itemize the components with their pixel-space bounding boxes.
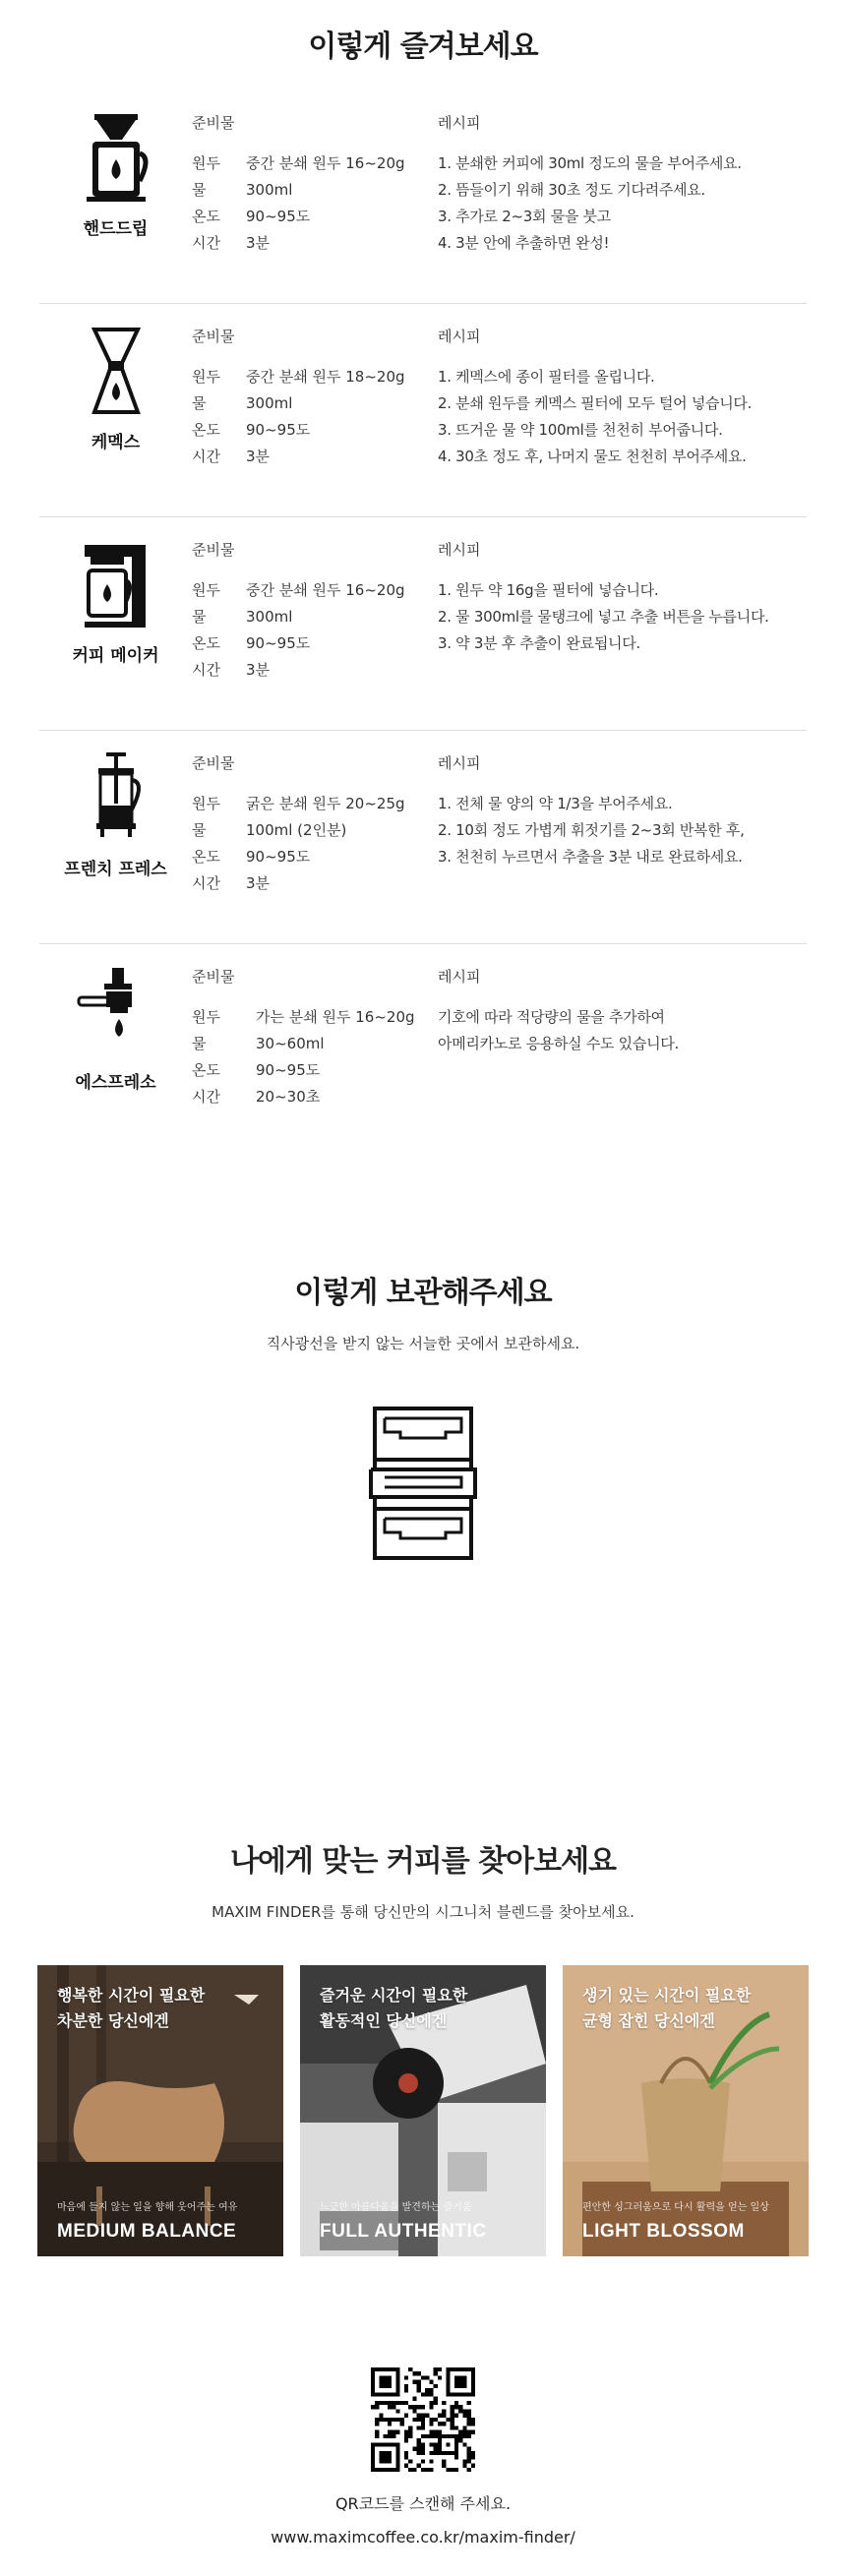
prep-column bbox=[192, 731, 438, 943]
brew-method-espresso bbox=[39, 944, 807, 1158]
finder-subtitle: MAXIM FINDER를 통해 당신만의 시그니처 블렌드를 찾아보세요. bbox=[212, 1903, 634, 1921]
recipe-step: 3. 약 3분 후 추출이 완료됩니다. bbox=[438, 634, 640, 652]
prep-header: 준비물 bbox=[192, 328, 235, 345]
brew-method-list bbox=[39, 90, 807, 1158]
prep-row bbox=[192, 444, 438, 470]
prep-row bbox=[192, 390, 438, 417]
recipe-step: 기호에 따라 적당량의 물을 추가하여 bbox=[438, 1008, 665, 1026]
prep-key: 물 bbox=[192, 181, 207, 199]
prep-key: 물 bbox=[192, 821, 207, 839]
card-line1: 즐거운 시간이 필요한 bbox=[320, 1986, 468, 2005]
card-line2: 활동적인 당신에겐 bbox=[320, 2011, 448, 2030]
prep-value: 30~60ml bbox=[256, 1035, 325, 1052]
prep-key: 시간 bbox=[192, 448, 220, 465]
storage-title: 이렇게 보관해주세요 bbox=[294, 1276, 552, 1310]
recipe-step: 1. 전체 물 양의 약 1/3을 부어주세요. bbox=[438, 795, 673, 812]
finder-url-link[interactable]: www.maximcoffee.co.kr/maxim-finder/ bbox=[271, 2528, 575, 2546]
prep-row bbox=[192, 657, 438, 684]
prep-row bbox=[192, 1004, 438, 1031]
prep-header: 준비물 bbox=[192, 114, 235, 132]
method-name: 프렌치 프레스 bbox=[64, 860, 167, 879]
prep-value: 300ml bbox=[246, 181, 293, 199]
prep-key: 물 bbox=[192, 1035, 207, 1052]
prep-key: 원두 bbox=[192, 154, 220, 172]
blend-card-medium-balance[interactable] bbox=[37, 1965, 283, 2256]
prep-row bbox=[192, 817, 438, 844]
recipe-step: 3. 추가로 2~3회 물을 붓고 bbox=[438, 208, 611, 225]
prep-column bbox=[192, 517, 438, 730]
prep-row bbox=[192, 1031, 438, 1057]
recipe-step: 1. 분쇄한 커피에 30ml 정도의 물을 부어주세요. bbox=[438, 154, 742, 172]
espresso-icon bbox=[77, 964, 155, 1062]
card-blend-name: LIGHT BLOSSOM bbox=[582, 2221, 745, 2242]
prep-row bbox=[192, 150, 438, 177]
prep-row bbox=[192, 230, 438, 257]
qr-code-icon[interactable] bbox=[371, 2367, 475, 2472]
prep-value: 100ml (2인분) bbox=[246, 821, 347, 839]
card-line2: 차분한 당신에겐 bbox=[57, 2011, 169, 2030]
coffee-maker-icon bbox=[77, 537, 155, 635]
prep-key: 원두 bbox=[192, 368, 220, 386]
prep-row bbox=[192, 364, 438, 390]
french-press-icon bbox=[77, 750, 155, 849]
prep-value: 3분 bbox=[246, 234, 271, 252]
brew-method-coffee-maker bbox=[39, 517, 807, 731]
prep-column bbox=[192, 304, 438, 516]
prep-value: 중간 분쇄 원두 16~20g bbox=[246, 154, 405, 172]
recipe-step: 4. 3분 안에 추출하면 완성! bbox=[438, 234, 610, 252]
prep-row bbox=[192, 577, 438, 604]
prep-value: 300ml bbox=[246, 608, 293, 626]
prep-key: 시간 bbox=[192, 234, 220, 252]
prep-row bbox=[192, 177, 438, 204]
prep-header: 준비물 bbox=[192, 754, 235, 772]
brew-method-chemex bbox=[39, 304, 807, 517]
chemex-icon bbox=[77, 324, 155, 422]
prep-value: 중간 분쇄 원두 16~20g bbox=[246, 581, 405, 599]
prep-value: 90~95도 bbox=[246, 848, 311, 866]
method-icon-cell bbox=[39, 731, 192, 943]
method-icon-cell bbox=[39, 304, 192, 516]
prep-key: 온도 bbox=[192, 208, 220, 225]
method-name: 에스프레소 bbox=[75, 1073, 156, 1093]
card-tagline: 마음에 들지 않는 일을 향해 웃어주는 여유 bbox=[57, 2202, 238, 2213]
blend-card-light-blossom[interactable] bbox=[563, 1965, 809, 2256]
recipe-column bbox=[438, 944, 807, 1158]
recipe-column bbox=[438, 731, 807, 943]
enjoy-title: 이렇게 즐겨보세요 bbox=[308, 30, 538, 64]
recipe-step: 3. 천천히 누르면서 추출을 3분 내로 완료하세요. bbox=[438, 848, 743, 866]
prep-value: 3분 bbox=[246, 448, 271, 465]
prep-key: 시간 bbox=[192, 1088, 220, 1106]
card-blend-name: MEDIUM BALANCE bbox=[57, 2221, 237, 2242]
prep-key: 시간 bbox=[192, 661, 220, 679]
prep-row bbox=[192, 791, 438, 817]
prep-value: 3분 bbox=[246, 661, 271, 679]
brew-method-hand-drip bbox=[39, 90, 807, 304]
prep-key: 원두 bbox=[192, 581, 220, 599]
prep-value: 90~95도 bbox=[246, 208, 311, 225]
prep-column bbox=[192, 944, 438, 1158]
recipe-step: 2. 뜸들이기 위해 30초 정도 기다려주세요. bbox=[438, 181, 705, 199]
cabinet-icon bbox=[369, 1405, 477, 1562]
card-line1: 행복한 시간이 필요한 bbox=[57, 1986, 206, 2005]
finder-section bbox=[0, 1836, 846, 2367]
recipe-header: 레시피 bbox=[438, 541, 481, 559]
recipe-step: 3. 뜨거운 물 약 100ml를 천천히 부어줍니다. bbox=[438, 421, 723, 439]
card-line2: 균형 잡힌 당신에겐 bbox=[582, 2011, 715, 2030]
prep-key: 물 bbox=[192, 608, 207, 626]
recipe-header: 레시피 bbox=[438, 114, 481, 132]
prep-key: 온도 bbox=[192, 1061, 220, 1079]
storage-section bbox=[0, 1158, 846, 1836]
recipe-step: 1. 케멕스에 종이 필터를 올립니다. bbox=[438, 368, 655, 386]
card-headline bbox=[582, 1983, 751, 2034]
card-headline bbox=[57, 1983, 205, 2034]
recipe-header: 레시피 bbox=[438, 754, 481, 772]
method-name: 커피 메이커 bbox=[72, 646, 159, 666]
prep-row bbox=[192, 417, 438, 444]
qr-caption: QR코드를 스캔해 주세요. bbox=[334, 2494, 512, 2513]
prep-row bbox=[192, 1084, 438, 1110]
prep-value: 중간 분쇄 원두 18~20g bbox=[246, 368, 405, 386]
prep-value: 3분 bbox=[246, 874, 271, 892]
method-icon-cell bbox=[39, 90, 192, 303]
brew-method-french-press bbox=[39, 731, 807, 944]
method-icon-cell bbox=[39, 517, 192, 730]
card-blend-name: FULL AUTHENTIC bbox=[320, 2221, 487, 2242]
prep-row bbox=[192, 1057, 438, 1084]
card-headline bbox=[320, 1983, 467, 2034]
finder-title: 나에게 맞는 커피를 찾아보세요 bbox=[229, 1844, 617, 1879]
method-name: 케멕스 bbox=[91, 433, 141, 452]
prep-row bbox=[192, 630, 438, 657]
recipe-column bbox=[438, 90, 807, 303]
prep-value: 300ml bbox=[246, 394, 293, 412]
prep-key: 온도 bbox=[192, 634, 220, 652]
prep-value: 굵은 분쇄 원두 20~25g bbox=[246, 795, 405, 812]
prep-value: 90~95도 bbox=[246, 634, 311, 652]
card-line1: 생기 있는 시간이 필요한 bbox=[582, 1986, 752, 2005]
recipe-step: 4. 30초 정도 후, 나머지 물도 천천히 부어주세요. bbox=[438, 448, 747, 465]
recipe-header: 레시피 bbox=[438, 328, 481, 345]
blend-card-full-authentic[interactable] bbox=[300, 1965, 546, 2256]
recipe-header: 레시피 bbox=[438, 968, 481, 986]
prep-value: 90~95도 bbox=[246, 421, 311, 439]
blend-card-list bbox=[0, 1965, 846, 2256]
recipe-step: 2. 물 300ml를 물탱크에 넣고 추출 버튼을 누릅니다. bbox=[438, 608, 769, 626]
prep-key: 물 bbox=[192, 394, 207, 412]
prep-row bbox=[192, 204, 438, 230]
prep-key: 시간 bbox=[192, 874, 220, 892]
prep-header: 준비물 bbox=[192, 541, 235, 559]
storage-subtitle: 직사광선을 받지 않는 서늘한 곳에서 보관하세요. bbox=[266, 1335, 580, 1352]
recipe-step: 2. 10회 정도 가볍게 휘젓기를 2~3회 반복한 후, bbox=[438, 821, 745, 839]
recipe-step: 2. 분쇄 원두를 케멕스 필터에 모두 털어 넣습니다. bbox=[438, 394, 753, 412]
qr-section bbox=[0, 2367, 846, 2576]
hand-drip-icon bbox=[77, 110, 155, 209]
prep-value: 20~30초 bbox=[256, 1088, 321, 1106]
recipe-column bbox=[438, 304, 807, 516]
enjoy-section-header bbox=[0, 0, 846, 90]
prep-row bbox=[192, 604, 438, 630]
recipe-step: 1. 원두 약 16g을 필터에 넣습니다. bbox=[438, 581, 659, 599]
prep-column bbox=[192, 90, 438, 303]
prep-key: 온도 bbox=[192, 848, 220, 866]
card-tagline: 편안한 싱그러움으로 다시 활력을 얻는 일상 bbox=[582, 2202, 769, 2213]
recipe-column bbox=[438, 517, 807, 730]
card-tagline: 느긋한 아름다움을 발견하는 즐거움 bbox=[320, 2202, 472, 2213]
method-icon-cell bbox=[39, 944, 192, 1158]
prep-key: 원두 bbox=[192, 795, 220, 812]
method-name: 핸드드립 bbox=[83, 219, 149, 239]
recipe-step: 아메리카노로 응용하실 수도 있습니다. bbox=[438, 1035, 679, 1052]
prep-key: 원두 bbox=[192, 1008, 220, 1026]
prep-value: 90~95도 bbox=[256, 1061, 321, 1079]
prep-row bbox=[192, 844, 438, 870]
prep-row bbox=[192, 870, 438, 897]
prep-value: 가는 분쇄 원두 16~20g bbox=[256, 1008, 415, 1026]
prep-key: 온도 bbox=[192, 421, 220, 439]
prep-header: 준비물 bbox=[192, 968, 235, 986]
